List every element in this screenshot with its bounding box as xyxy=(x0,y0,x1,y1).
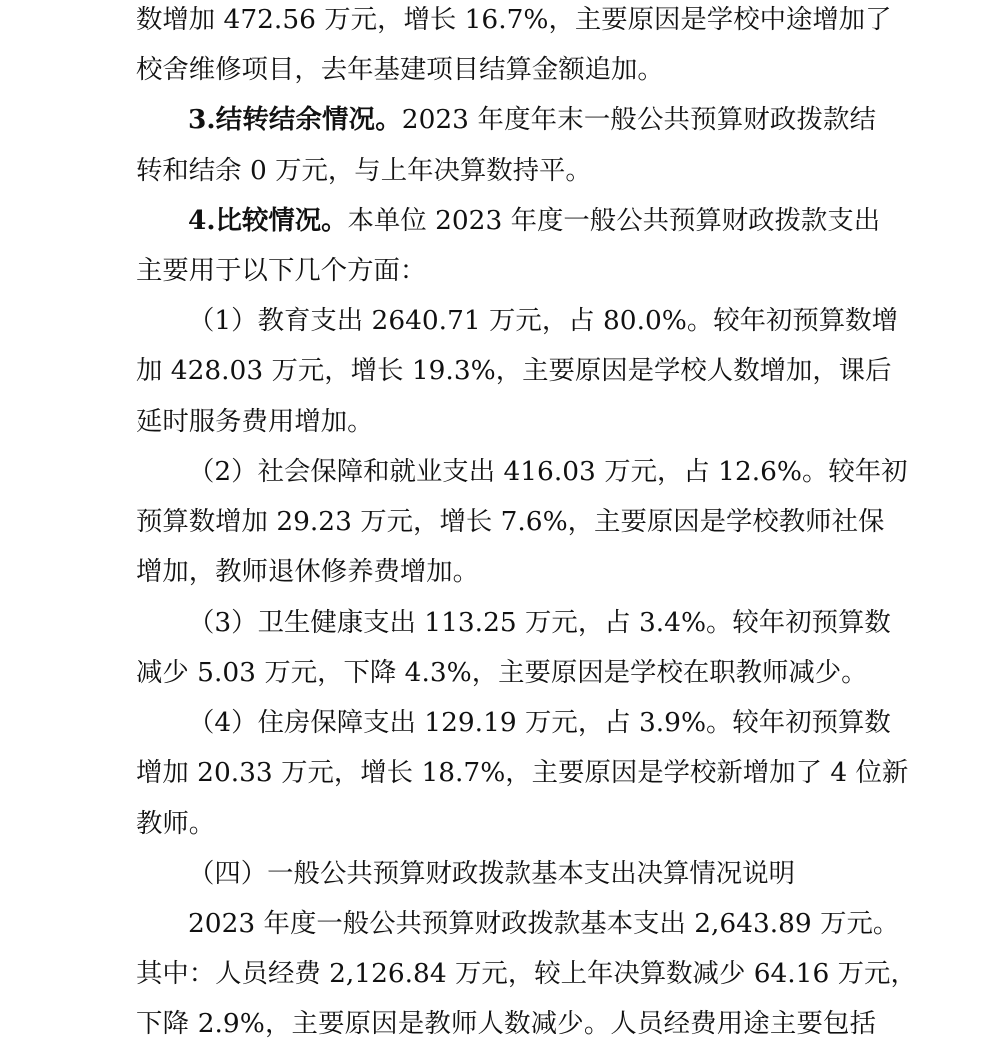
text-line-1: 数增加 472.56 万元，增长 16.7%，主要原因是学校中途增加了 xyxy=(136,4,892,35)
text-line-4: 转和结余 0 万元，与上年决算数持平。 xyxy=(136,155,592,186)
section-heading-4: 4.比较情况。 xyxy=(188,205,348,236)
text-line-7: （1）教育支出 2640.71 万元，占 80.0%。较年初预算数增 xyxy=(188,305,898,336)
text-line-21: 下降 2.9%，主要原因是教师人数减少。人员经费用途主要包括 xyxy=(136,1008,876,1039)
text-line-17: 教师。 xyxy=(136,808,216,839)
section-text-4: 本单位 2023 年度一般公共预算财政拨款支出 xyxy=(347,205,881,236)
text-line-11: 预算数增加 29.23 万元，增长 7.6%，主要原因是学校教师社保 xyxy=(136,506,885,537)
text-line-10: （2）社会保障和就业支出 416.03 万元，占 12.6%。较年初 xyxy=(188,456,908,487)
text-line-12: 增加，教师退休修养费增加。 xyxy=(136,556,480,587)
text-line-14: 减少 5.03 万元，下降 4.3%，主要原因是学校在职教师减少。 xyxy=(136,657,868,688)
section-heading-4-detail: （四）一般公共预算财政拨款基本支出决算情况说明 xyxy=(188,858,795,889)
text-line-3 xyxy=(188,100,876,140)
text-line-5 xyxy=(188,201,881,241)
text-line-9: 延时服务费用增加。 xyxy=(136,406,374,437)
section-heading-3: 3.结转结余情况。 xyxy=(188,104,402,135)
text-line-13: （3）卫生健康支出 113.25 万元，占 3.4%。较年初预算数 xyxy=(188,607,891,638)
text-line-20: 其中：人员经费 2,126.84 万元，较上年决算数减少 64.16 万元， xyxy=(136,958,917,989)
text-line-19: 2023 年度一般公共预算财政拨款基本支出 2,643.89 万元。 xyxy=(188,908,900,939)
section-text-3: 2023 年度年末一般公共预算财政拨款结 xyxy=(401,104,876,135)
text-line-2: 校舍维修项目，去年基建项目结算金额追加。 xyxy=(136,54,664,85)
text-line-8: 加 428.03 万元，增长 19.3%，主要原因是学校人数增加，课后 xyxy=(136,355,892,386)
text-line-6: 主要用于以下几个方面： xyxy=(136,255,427,286)
text-line-16: 增加 20.33 万元，增长 18.7%，主要原因是学校新增加了 4 位新 xyxy=(136,757,909,788)
text-line-15: （4）住房保障支出 129.19 万元，占 3.9%。较年初预算数 xyxy=(188,707,891,738)
